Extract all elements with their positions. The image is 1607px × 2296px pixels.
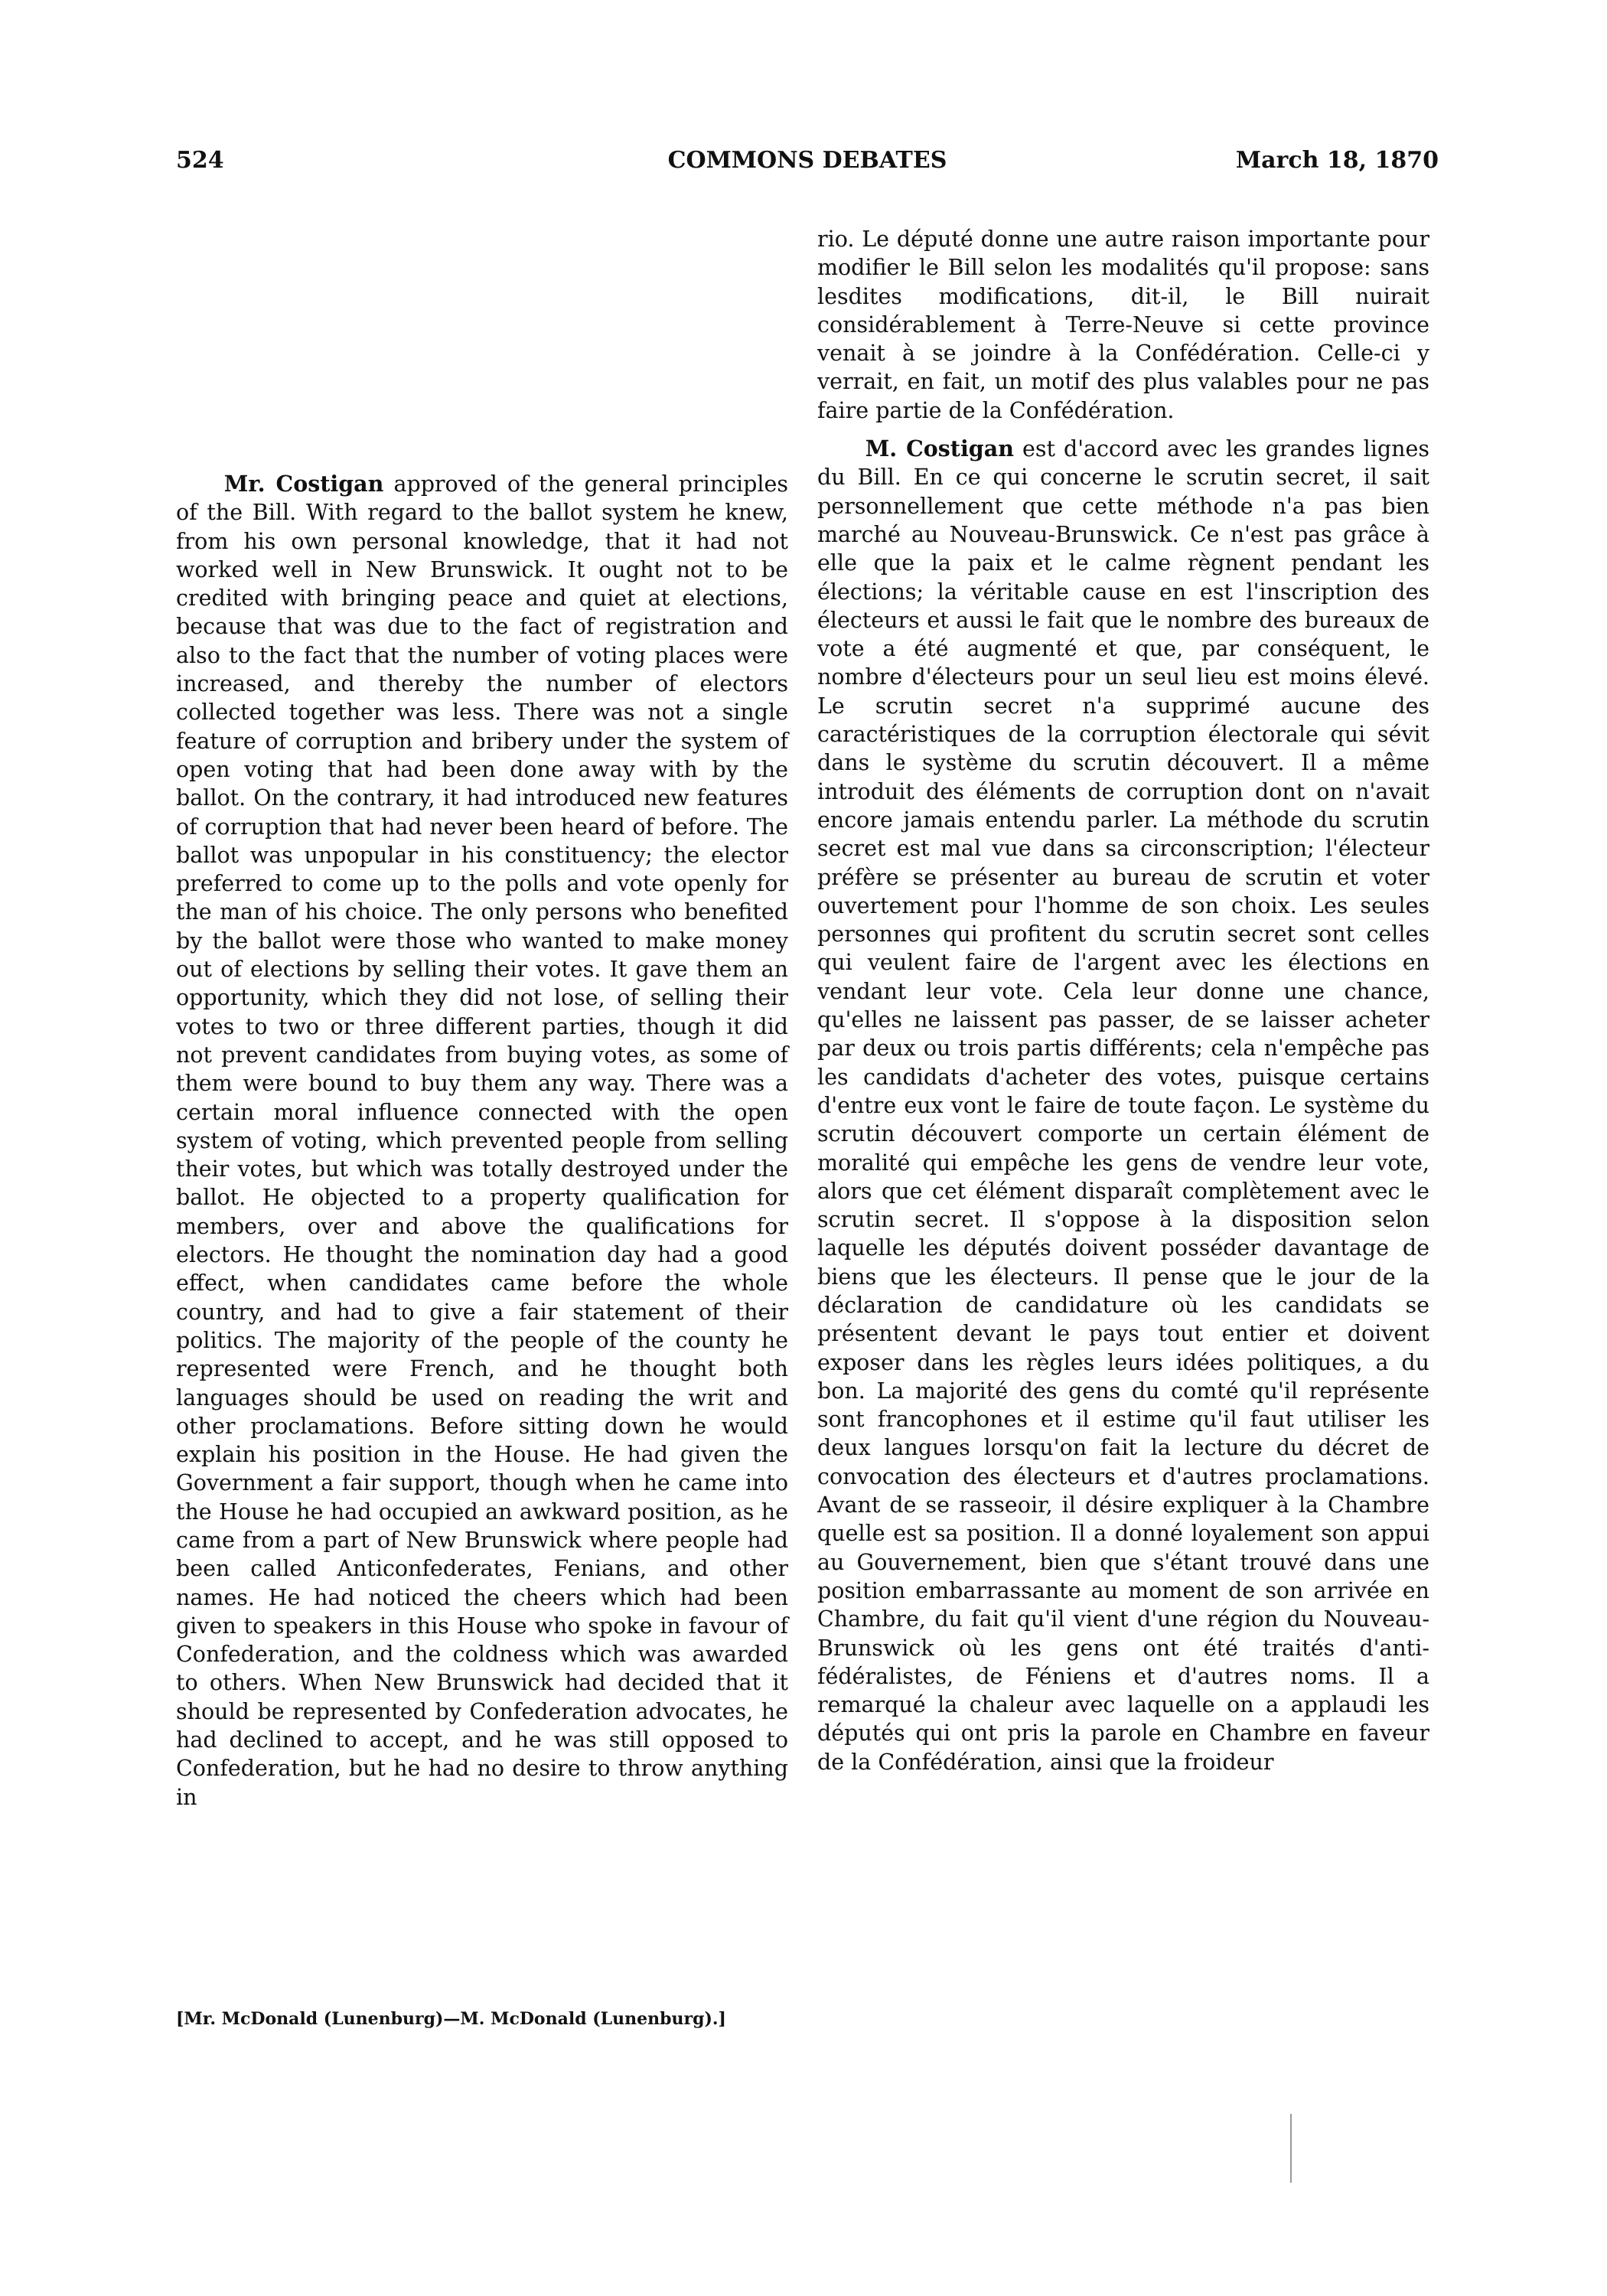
- speaker-name: M. Costigan: [865, 435, 1014, 462]
- page-date: March 18, 1870: [1235, 147, 1439, 174]
- page-header: [176, 142, 1439, 179]
- french-continuation-paragraph: rio. Le député donne une autre raison importante pour modifier le Bill selon les modalités qu'il propose: sans lesdites modifications, dit-il, le Bill nuirait considérablement à Terre-Neuve si cette province venait à se joindre à la Confédération. Celle-ci y verrait, en fait, un motif des plus valables pour ne pas faire partie de la Confédération.: [817, 227, 1429, 423]
- speaker-name: Mr. Costigan: [223, 471, 384, 497]
- page-title: COMMONS DEBATES: [667, 147, 947, 174]
- french-paragraph: [817, 435, 1429, 1776]
- french-column: [817, 225, 1429, 1776]
- english-column: [176, 470, 788, 1812]
- english-paragraph: [176, 470, 788, 1812]
- margin-line: [1290, 2114, 1292, 2183]
- paragraph-text: approved of the general principles of the Bill. With regard to the ballot system he knew, from his own personal knowledge, that it had not worked well in New Brunswick. It ought not to be credited with bringing peace and quiet at elections, because that was due to the fact of registration and also to the fact that the number of voting places were increased, and thereby the number of electors collected together was less. There was not a single feature of corruption and bribery under the system of open voting that had been done away with by the ballot. On the contrary, it had introduced new features of corruption that had never been heard of before. The ballot was unpopular in his constituency; the elector preferred to come up to the polls and vote openly for the man of his choice. The only persons who benefited by the ballot were those who wanted to make money out of elections by selling their votes. It gave them an opportunity, which they did not lose, of selling their votes to two or three different parties, though it did not prevent candidates from buying votes, as some of them were bound to buy them any way. There was a certain moral influence connected with the open system of voting, which prevented people from selling their votes, but which was totally destroyed under the ballot. He objected to a property qualification for members, over and above the qualifications for electors. He thought the nomination day had a good effect, when candidates came before the whole country, and had to give a fair statement of their politics. The majority of the people of the county he represented were French, and he thought both languages should be used on reading the writ and other proclamations. Before sitting down he would explain his position in the House. He had given the Government a fair support, though when he came into the House he had occupied an awkward position, as he came from a part of New Brunswick where people had been called Anticonfederates, Fenians, and other names. He had noticed the cheers which had been given to speakers in this House who spoke in favour of Confederation, and the coldness which was awarded to others. When New Brunswick had decided that it should be represented by Confederation advocates, he had declined to accept, and he was still opposed to Confederation, but he had no desire to throw anything in: [176, 471, 788, 1810]
- speaker-footnote: [Mr. McDonald (Lunenburg)—M. McDonald (Lunenburg).]: [176, 2009, 726, 2029]
- paragraph-text: est d'accord avec les grandes lignes du Bill. En ce qui concerne le scrutin secret, il sait personnellement que cette méthode n'a pas bien marché au Nouveau-Brunswick. Ce n'est pas grâce à elle que la paix et le calme règnent pendant les élections; la véritable cause en est l'inscription des électeurs et aussi le fait que le nombre des bureaux de vote a été augmenté et que, par conséquent, le nombre d'électeurs pour un seul lieu est moins élevé. Le scrutin secret n'a supprimé aucune des caractéristiques de la corruption électorale qui sévit dans le système du scrutin découvert. Il a même introduit des éléments de corruption dont on n'avait encore jamais entendu parler. La méthode du scrutin secret est mal vue dans sa circonscription; l'électeur préfère se présenter au bureau de scrutin et voter ouvertement pour l'homme de son choix. Les seules personnes qui profitent du scrutin secret sont celles qui veulent faire de l'argent avec les élections en vendant leur vote. Cela leur donne une chance, qu'elles ne laissent pas passer, de se laisser acheter par deux ou trois partis différents; cela n'empêche pas les candidats d'acheter des votes, puisque certains d'entre eux vont le faire de toute façon. Le système du scrutin découvert comporte un certain élément de moralité qui empêche les gens de vendre leur vote, alors que cet élément disparaît complètement avec le scrutin secret. Il s'oppose à la disposition selon laquelle les députés doivent posséder davantage de biens que les électeurs. Il pense que le jour de la déclaration de candidature où les candidats se présentent devant le pays tout entier et doivent exposer dans les règles leurs idées politiques, a du bon. La majorité des gens du comté qu'il représente sont francophones et il estime qu'il faut utiliser les deux langues lorsqu'on fait la lecture du décret de convocation des électeurs et d'autres proclamations. Avant de se rasseoir, il désire expliquer à la Chambre quelle est sa position. Il a donné loyalement son appui au Gouvernement, bien que s'étant trouvé dans une position embarrassante au moment de son arrivée en Chambre, du fait qu'il vient d'une région du Nouveau-Brunswick où les gens ont été traités d'anti-fédéralistes, de Féniens et d'autres noms. Il a remarqué la chaleur avec laquelle on a applaudi les députés qui ont pris la parole en Chambre en faveur de la Confédération, ainsi que la froideur: [817, 436, 1429, 1775]
- page-number: 524: [176, 147, 224, 174]
